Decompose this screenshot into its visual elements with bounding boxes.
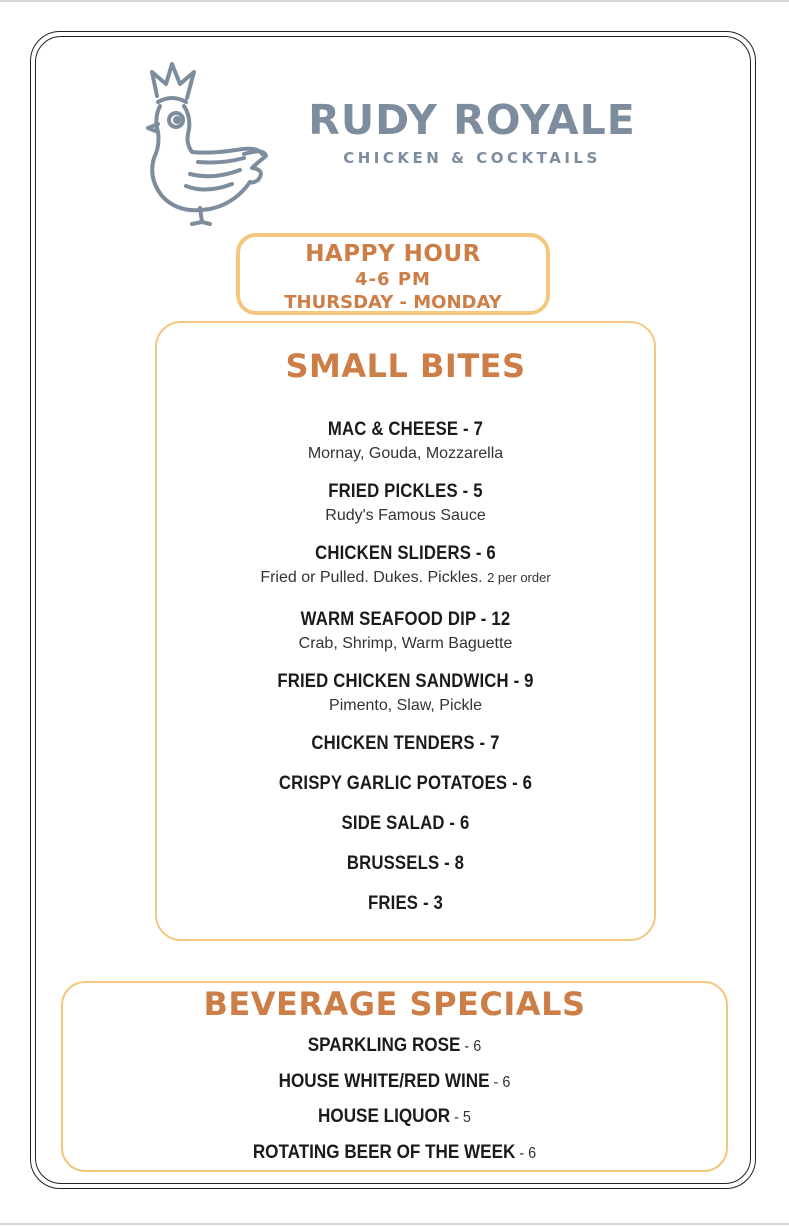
brand-tagline: CHICKEN & COCKTAILS [343,149,601,167]
menu-item-name: WARM SEAFOOD DIP - 12 [300,609,511,630]
beverage-price: - 5 [450,1109,471,1126]
beverage-item [96,1071,693,1093]
happy-hour-title: HAPPY HOUR [305,241,481,267]
menu-item-desc-text: Fried or Pulled. Dukes. Pickles. [260,569,483,586]
brand-name: RUDY ROYALE [308,96,636,144]
menu-item-name: MAC & CHEESE - 7 [327,419,484,440]
menu-item-desc: Rudy's Famous Sauce [325,507,486,524]
menu-item-desc: Pimento, Slaw, Pickle [329,697,482,714]
happy-hour-days: THURSDAY - MONDAY [284,292,502,313]
happy-hour-time: 4-6 PM [355,269,431,290]
beverage-price: - 6 [489,1074,511,1091]
menu-item-desc [157,569,654,587]
beverage-name: SPARKLING ROSE [307,1035,461,1056]
beverage-price: - 6 [460,1038,482,1055]
bottom-divider [0,1223,789,1225]
crowned-chicken-icon [140,58,270,228]
beverage-item [96,1106,693,1128]
beverage-item [96,1035,693,1057]
beverage-item [96,1142,693,1164]
beverage-specials-section [61,981,728,1172]
menu-item-desc: Mornay, Gouda, Mozzarella [307,445,504,462]
menu-item-name: FRIES - 3 [368,893,443,914]
beverage-price: - 6 [515,1145,537,1162]
beverage-specials-title: BEVERAGE SPECIALS [203,985,586,1023]
menu-item-desc: Crab, Shrimp, Warm Baguette [298,635,513,652]
menu-item-name: CHICKEN SLIDERS - 6 [315,543,496,564]
menu-item-name: CRISPY GARLIC POTATOES - 6 [278,773,533,794]
menu-item-name: SIDE SALAD - 6 [341,813,470,834]
menu-item-note: 2 per order [487,570,551,585]
menu-item-name: BRUSSELS - 8 [346,853,465,874]
menu-item-name: CHICKEN TENDERS - 7 [311,733,500,754]
top-divider [0,0,789,2]
menu-item-name: FRIED PICKLES - 5 [328,481,483,502]
menu-item-name: FRIED CHICKEN SANDWICH - 9 [277,671,534,692]
small-bites-section [155,321,656,941]
beverage-name: HOUSE WHITE/RED WINE [278,1071,490,1092]
small-bites-title: SMALL BITES [285,347,526,385]
beverage-name: ROTATING BEER OF THE WEEK [252,1142,516,1163]
happy-hour-box [236,233,550,315]
beverage-name: HOUSE LIQUOR [318,1106,451,1127]
